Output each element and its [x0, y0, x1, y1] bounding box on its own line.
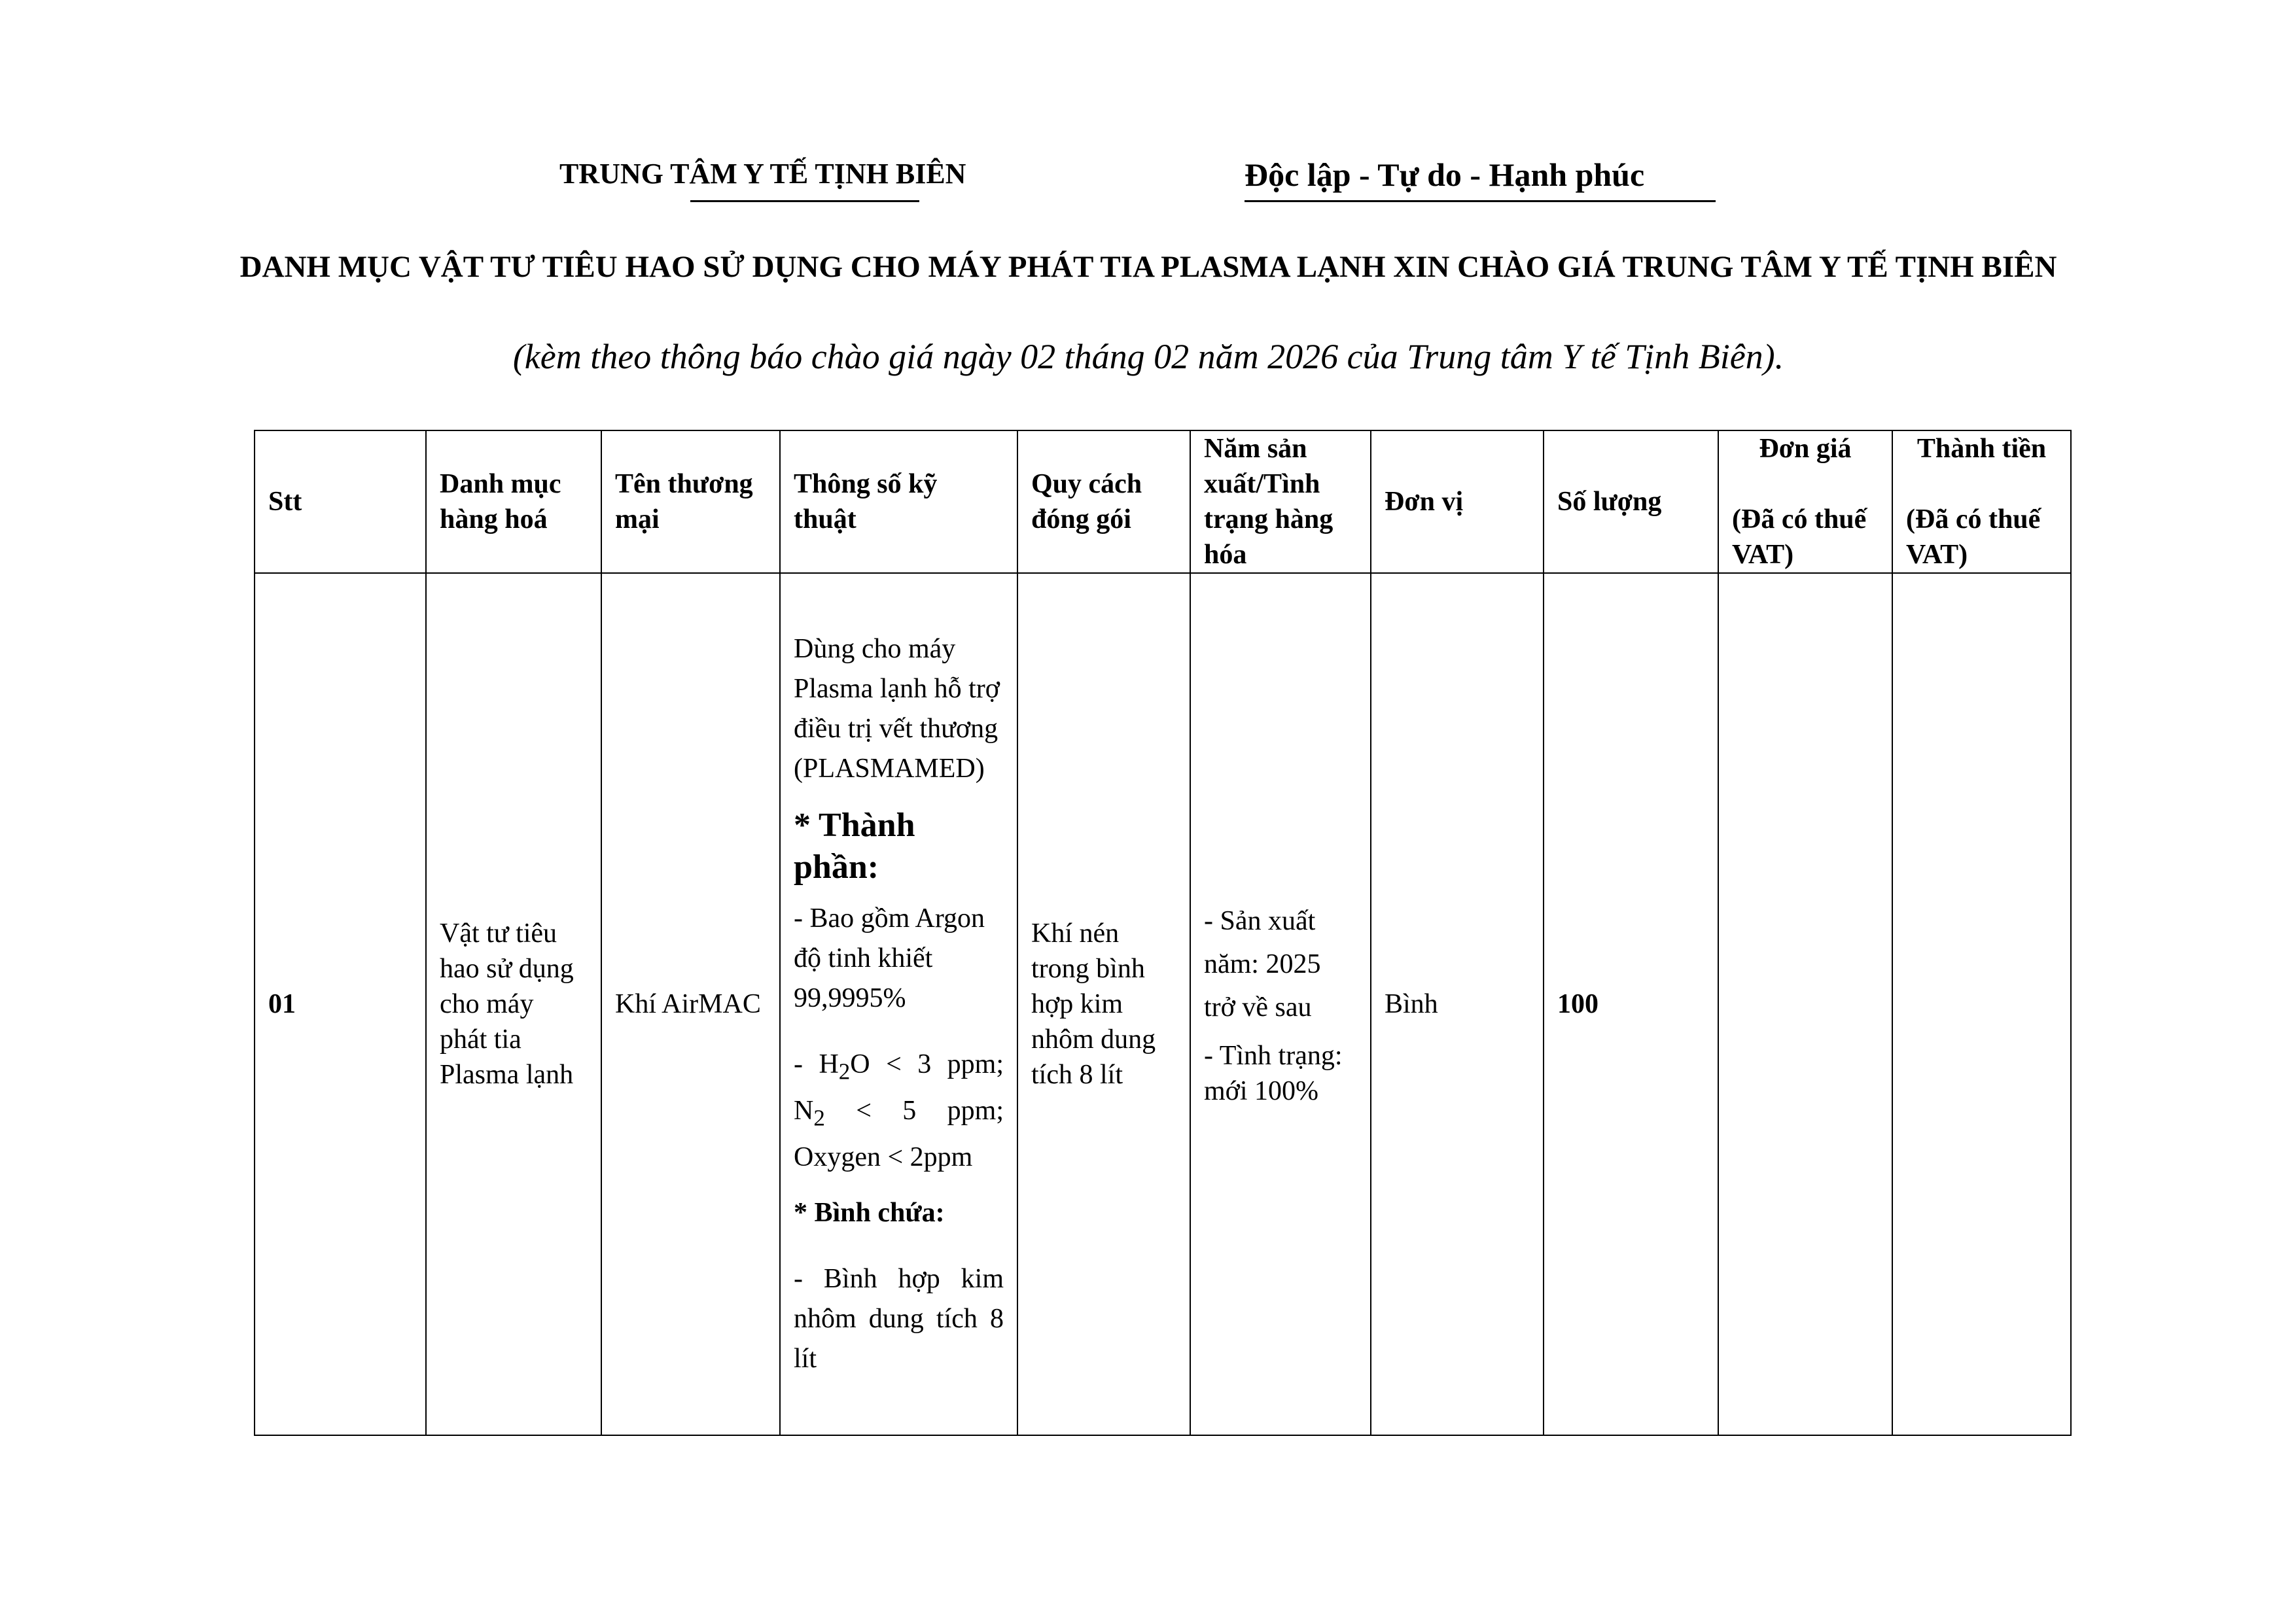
header-stt: Stt: [255, 430, 426, 573]
price-request-table: [254, 430, 2072, 1436]
document-title: DANH MỤC VẬT TƯ TIÊU HAO SỬ DỤNG CHO MÁY PHÁT TIA PLASMA LẠNH XIN CHÀO GIÁ TRUNG TÂM Y TẾ TỊNH BIÊN: [239, 250, 2057, 284]
year-condition: - Tình trạng: mới 100%: [1204, 1041, 1343, 1106]
header-total-note: (Đã có thuế VAT): [1906, 504, 2041, 570]
cell-year-status: [1190, 573, 1371, 1435]
header-unit-price-label: Đơn giá: [1759, 434, 1852, 464]
year-production: - Sản xuất năm: 2025 trở về sau: [1204, 906, 1321, 1022]
header-trade-name: Tên thương mại: [601, 430, 780, 573]
organization-name: TRUNG TÂM Y TẾ TỊNH BIÊN: [559, 158, 966, 190]
spec-intro: Dùng cho máy Plasma lạnh hỗ trợ điều trị vết thương (PLASMAMED): [794, 633, 1000, 784]
national-motto: Độc lập - Tự do - Hạnh phúc: [1245, 156, 1645, 193]
cell-total: [1892, 573, 2071, 1435]
header-category: Danh mục hàng hoá: [426, 430, 601, 573]
spec-argon: - Bao gồm Argon độ tinh khiết 99,9995%: [794, 903, 985, 1013]
table-row: [255, 573, 2071, 1435]
header-quantity: Số lượng: [1544, 430, 1718, 573]
organization-underline: [690, 200, 919, 202]
header-specs: Thông số kỹ thuật: [780, 430, 1017, 573]
cell-quantity: 100: [1544, 573, 1718, 1435]
header-unit-price: [1718, 430, 1892, 573]
header-unit-price-note: (Đã có thuế VAT): [1732, 504, 1867, 570]
cell-category: Vật tư tiêu hao sử dụng cho máy phát tia Plasma lạnh: [426, 573, 601, 1435]
header-total-label: Thành tiền: [1916, 434, 2047, 464]
spec-container: - Bình hợp kim nhôm dung tích 8 lít: [794, 1264, 1004, 1374]
spec-composition-heading: * Thành phần:: [794, 806, 915, 886]
spec-impurities: - $H_2O < 3$ ppm; $N_2 < 5$ ppm; Oxygen < 2ppm: [794, 1049, 1004, 1173]
motto-underline: [1245, 200, 1716, 202]
header-unit: Đơn vị: [1371, 430, 1544, 573]
header-year-status: Năm sản xuất/Tình trạng hàng hóa: [1190, 430, 1371, 573]
cell-specs: [780, 573, 1017, 1435]
header-packaging: Quy cách đóng gói: [1017, 430, 1190, 573]
cell-unit: Bình: [1371, 573, 1544, 1435]
spec-container-heading: * Bình chứa:: [794, 1198, 945, 1229]
cell-unit-price: [1718, 573, 1892, 1435]
table-header-row: [255, 430, 2071, 573]
cell-stt: 01: [255, 573, 426, 1435]
header-total: [1892, 430, 2071, 573]
document-subtitle: (kèm theo thông báo chào giá ngày 02 tháng 02 năm 2026 của Trung tâm Y tế Tịnh Biên).: [512, 337, 1784, 376]
cell-packaging: Khí nén trong bình hợp kim nhôm dung tích 8 lít: [1017, 573, 1190, 1435]
cell-trade-name: Khí AirMAC: [601, 573, 780, 1435]
